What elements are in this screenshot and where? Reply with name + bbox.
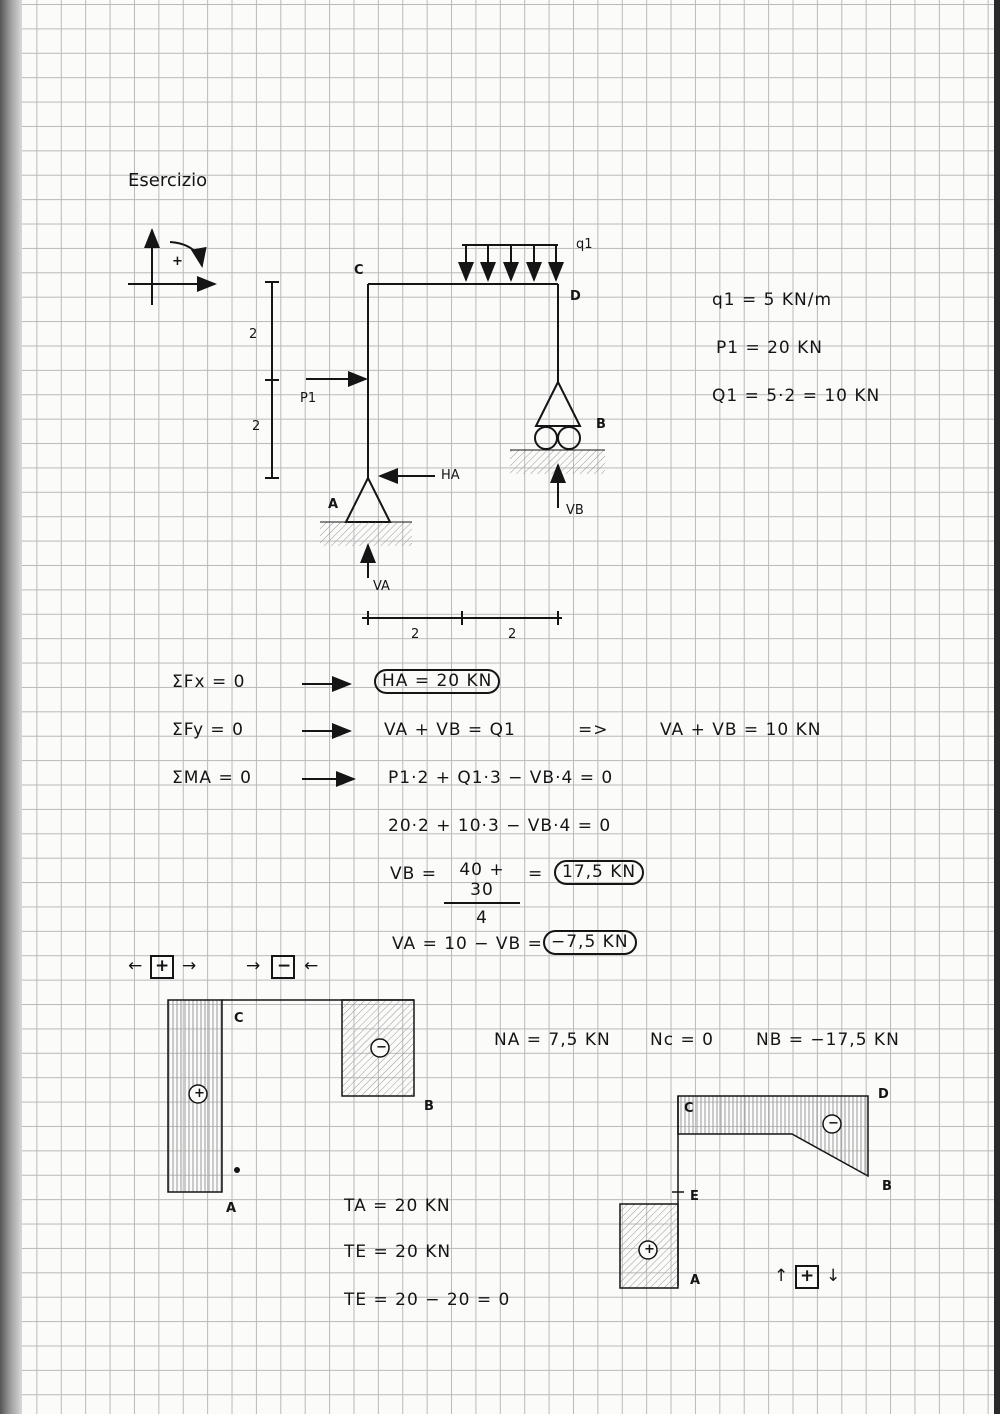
- shear-legend-up-arrow: ↑: [774, 1266, 790, 1286]
- legend-plus-sign: +: [155, 956, 171, 976]
- axial-node-c: C: [234, 1011, 244, 1026]
- dim-bottom-right: 2: [508, 627, 517, 642]
- node-d-label: D: [570, 289, 581, 304]
- reaction-vb-label: VB: [566, 503, 584, 518]
- given-p1: P1 = 20 KN: [716, 338, 824, 358]
- vb-equals: =: [528, 864, 544, 884]
- legend-plus-left-arrow: ←: [128, 956, 144, 976]
- eq-ma-result: P1·2 + Q1·3 − VB·4 = 0: [388, 768, 614, 788]
- dimension-bottom: [362, 611, 562, 625]
- axial-minus-sign: −: [376, 1040, 387, 1055]
- shear-node-a: A: [690, 1273, 701, 1288]
- eq-sum-ma: ΣMA = 0: [172, 768, 252, 788]
- eq-sum-fy: ΣFy = 0: [172, 720, 244, 740]
- node-a-label: A: [328, 497, 339, 512]
- eq-fy-result: VA + VB = Q1: [384, 720, 516, 740]
- vb-fraction: [444, 860, 520, 928]
- shear-minus-sign: −: [828, 1116, 839, 1131]
- load-q1-label: q1: [576, 237, 593, 252]
- axial-node-a: A: [226, 1201, 237, 1216]
- node-b-label: B: [596, 417, 606, 432]
- dim-left-upper: 2: [249, 327, 258, 342]
- eq-sum-fx: ΣFx = 0: [172, 672, 246, 692]
- shear-te-left: TE = 20 KN: [344, 1242, 452, 1262]
- shear-ta: TA = 20 KN: [344, 1196, 451, 1216]
- dim-bottom-left: 2: [411, 627, 420, 642]
- dimension-left: [265, 282, 279, 478]
- reaction-ha-label: HA: [441, 468, 460, 483]
- shear-legend-sign: +: [800, 1266, 816, 1286]
- shear-node-c: C: [684, 1101, 694, 1116]
- sign-plus: +: [172, 254, 183, 269]
- legend-minus-sign: −: [277, 956, 293, 976]
- result-va: −7,5 KN: [543, 930, 637, 955]
- pin-support-a: [320, 478, 412, 546]
- legend-minus-right-arrow: ←: [304, 956, 320, 976]
- result-vb: 17,5 KN: [554, 860, 644, 885]
- axial-plus-sign: +: [194, 1086, 205, 1101]
- legend-minus-left-arrow: →: [246, 956, 262, 976]
- shear-legend-down-arrow: ↓: [826, 1266, 842, 1286]
- axial-na: NA = 7,5 KN: [494, 1030, 611, 1050]
- distributed-load-q1: [462, 245, 558, 280]
- vb-denominator: 4: [476, 908, 488, 928]
- frame-structure: [368, 284, 558, 478]
- equation-arrows: [302, 684, 354, 779]
- axial-nc: Nc = 0: [650, 1030, 714, 1050]
- eq-fy-final: VA + VB = 10 KN: [660, 720, 822, 740]
- given-q1: q1 = 5 KN/m: [712, 290, 833, 310]
- load-p1-label: P1: [300, 391, 317, 406]
- roller-support-b: [510, 382, 605, 474]
- shear-te-right: TE = 20 − 20 = 0: [344, 1290, 511, 1310]
- shear-node-e: E: [690, 1189, 699, 1204]
- eq-ma-substituted: 20·2 + 10·3 − VB·4 = 0: [388, 816, 612, 836]
- given-q1-total: Q1 = 5·2 = 10 KN: [712, 386, 881, 406]
- exercise-title: Esercizio: [128, 170, 208, 191]
- implies-symbol: =>: [578, 720, 609, 740]
- legend-plus-right-arrow: →: [182, 956, 198, 976]
- reaction-va-label: VA: [373, 579, 390, 594]
- node-c-label: C: [354, 263, 364, 278]
- result-ha: HA = 20 KN: [374, 669, 500, 694]
- dim-left-lower: 2: [252, 419, 261, 434]
- axial-nb: NB = −17,5 KN: [756, 1030, 900, 1050]
- axial-node-b: B: [424, 1099, 434, 1114]
- shear-node-d: D: [878, 1087, 889, 1102]
- shear-node-b: B: [882, 1179, 892, 1194]
- vb-numerator: 40 + 30: [444, 860, 520, 904]
- shear-plus-sign: +: [644, 1242, 655, 1257]
- vb-lhs: VB =: [390, 864, 437, 884]
- va-lhs: VA = 10 − VB =: [392, 934, 543, 954]
